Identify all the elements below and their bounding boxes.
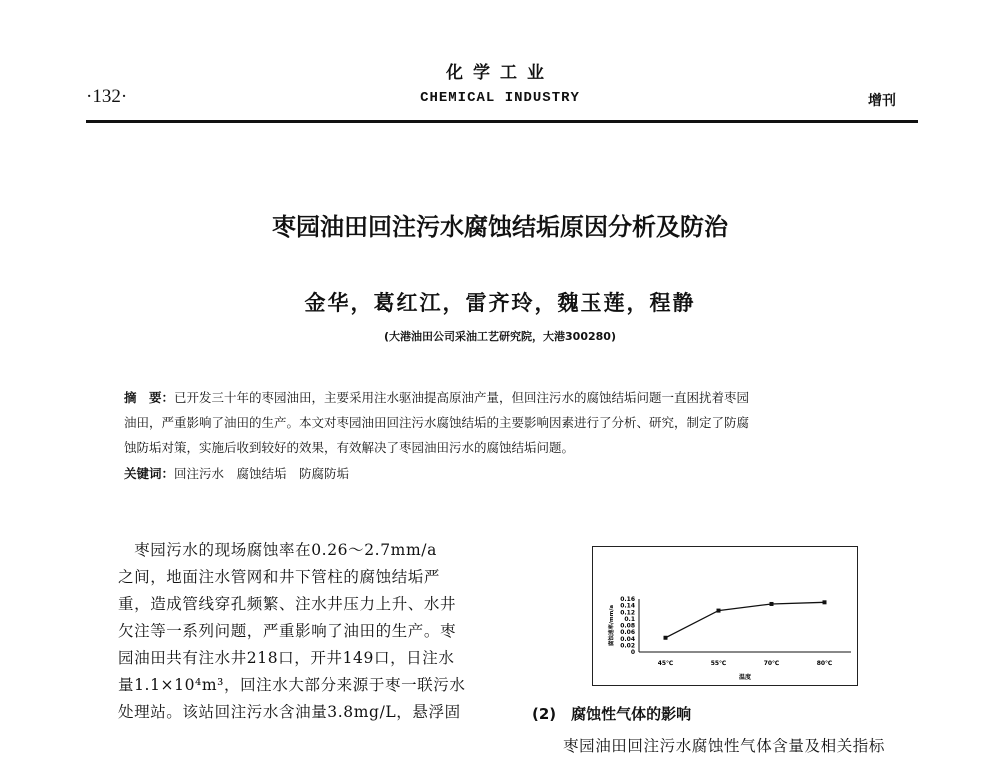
- data-point: [770, 602, 774, 606]
- corrosion-chart: [592, 546, 858, 686]
- abstract-text: 已开发三十年的枣园油田，主要采用注水驱油提高原油产量，但回注污水的腐蚀结垢问题一直困扰着枣园: [174, 390, 750, 405]
- abstract-line: 油田，严重影响了油田的生产。本文对枣园油田回注污水腐蚀结垢的主要影响因素进行了分析、研究，制定了防腐: [124, 415, 750, 430]
- chart-svg: [593, 547, 857, 685]
- y-tick-label: 0.14: [620, 602, 635, 610]
- body-line: 枣园油田回注污水腐蚀性气体含量及相关指标: [563, 737, 886, 755]
- header-rule: [86, 120, 918, 123]
- y-tick-label: 0.02: [620, 642, 635, 650]
- body-line: 量1.1×10⁴m³，回注水大部分来源于枣一联污水: [118, 676, 466, 694]
- x-tick-label: 45℃: [657, 660, 674, 667]
- body-line: 园油田共有注水井218口，开井149口，日注水: [118, 649, 455, 667]
- keywords: 回注污水 腐蚀结垢 防腐防垢: [174, 466, 350, 481]
- page-number: ·132·: [86, 86, 128, 107]
- body-line: 枣园污水的现场腐蚀率在0.26～2.7mm/a: [118, 541, 437, 559]
- article-title: 枣园油田回注污水腐蚀结垢原因分析及防治: [272, 213, 728, 241]
- y-tick-label: 0: [630, 649, 635, 656]
- x-axis-label: 温度: [738, 674, 752, 681]
- y-tick-label: 0.16: [620, 596, 635, 603]
- y-tick-label: 0.1: [624, 615, 635, 623]
- body-line: 之间，地面注水管网和井下管柱的腐蚀结垢严: [118, 568, 441, 586]
- body-line: 重，造成管线穿孔频繁、注水井压力上升、水井: [118, 595, 457, 613]
- data-point: [664, 636, 668, 640]
- abstract-line: [124, 388, 749, 406]
- keywords-line: [124, 464, 349, 482]
- series-line: [666, 602, 825, 637]
- keywords-label: 关键词：: [124, 466, 175, 481]
- x-tick-label: 80℃: [816, 660, 833, 667]
- x-tick-label: 55℃: [710, 660, 727, 667]
- data-point: [823, 600, 827, 604]
- y-axis-label: 腐蚀速率/mm/a: [609, 604, 615, 647]
- journal-name-en: CHEMICAL INDUSTRY: [420, 90, 580, 106]
- y-tick-label: 0.04: [620, 635, 635, 643]
- affiliation: (大港油田公司采油工艺研究院，大港300280): [384, 330, 616, 343]
- y-tick-label: 0.08: [620, 622, 635, 630]
- y-tick-label: 0.12: [620, 609, 635, 617]
- y-tick-label: 0.06: [620, 629, 635, 637]
- body-line: 欠注等一系列问题，严重影响了油田的生产。枣: [118, 622, 457, 640]
- body-line: 处理站。该站回注污水含油量3.8mg/L，悬浮固: [118, 703, 461, 721]
- abstract-line: 蚀防垢对策，实施后收到较好的效果，有效解决了枣园油田污水的腐蚀结垢问题。: [124, 440, 575, 455]
- journal-name-cn: 化学工业: [446, 63, 554, 83]
- authors: 金华，葛红江，雷齐玲，魏玉莲，程静: [304, 290, 696, 315]
- issue-label: 增刊: [868, 93, 896, 109]
- x-tick-label: 70℃: [763, 660, 780, 667]
- section-heading: (2) 腐蚀性气体的影响: [532, 705, 692, 723]
- data-point: [717, 609, 721, 613]
- abstract-label: 摘 要：: [124, 390, 175, 405]
